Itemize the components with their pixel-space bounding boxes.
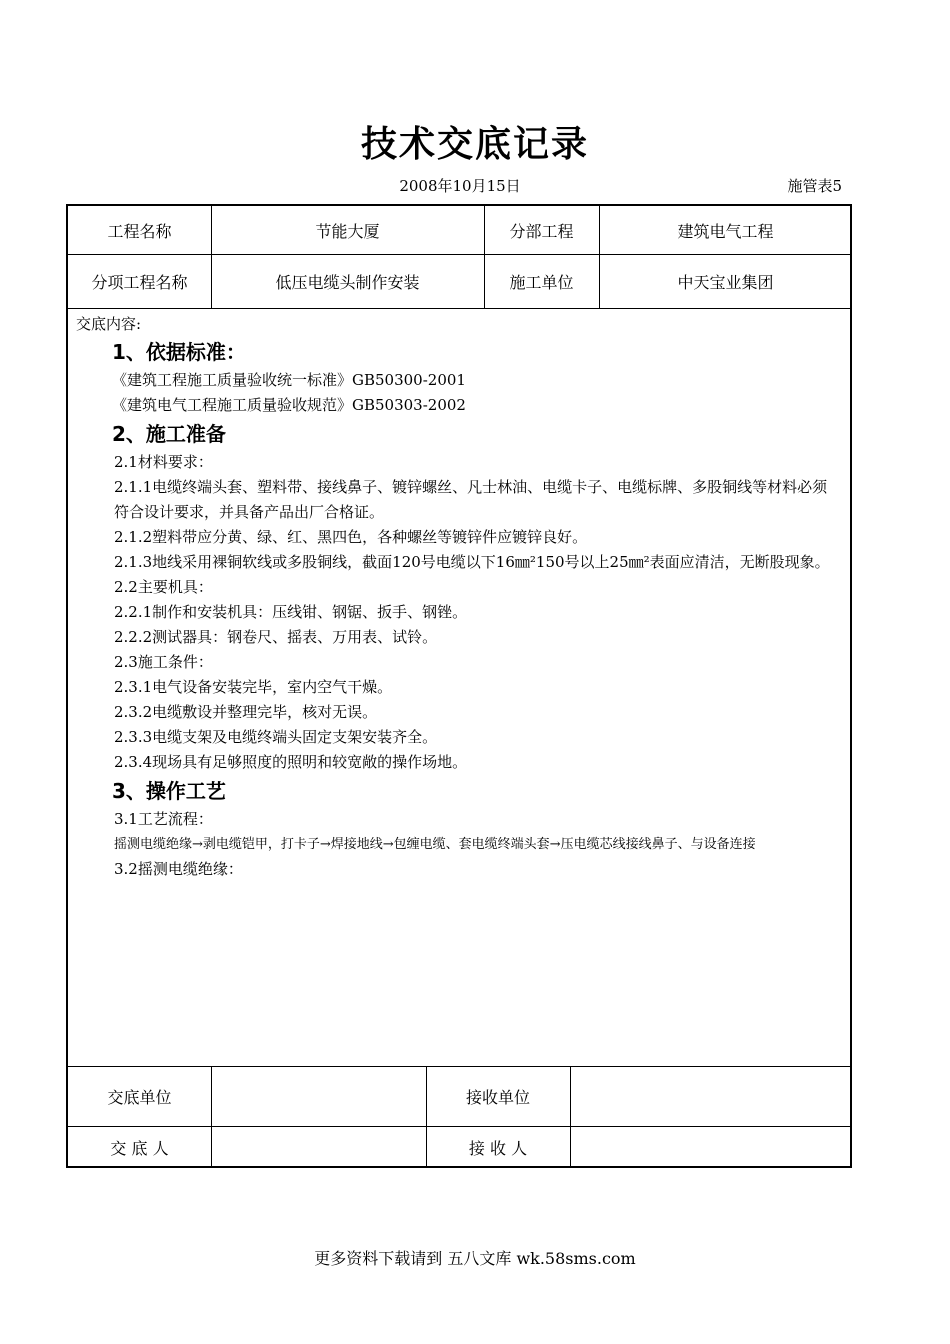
content-line: 2.1.1电缆终端头套、塑料带、接线鼻子、镀锌螺丝、凡士林油、电缆卡子、电缆标牌、多股铜线等材料必须符合设计要求，并具备产品出厂合格证。	[114, 478, 828, 521]
content-line: 3.2摇测电缆绝缘：	[114, 860, 243, 878]
section-title: 1、依据标准：	[112, 340, 246, 364]
footer-note: 更多资料下载请到 五八文库 wk.58sms.com	[314, 1249, 636, 1268]
content-line: 2.3.1电气设备安装完毕，室内空气干燥。	[114, 678, 393, 696]
content-line: 2.3.4现场具有足够照度的照明和较宽敞的操作场地。	[114, 753, 468, 771]
project-name-label: 工程名称	[107, 221, 172, 241]
division-value: 建筑电气工程	[677, 221, 774, 241]
project-name-value: 节能大厦	[315, 221, 380, 241]
briefing-content	[76, 312, 842, 882]
content-line: 2.3施工条件：	[114, 653, 213, 671]
document-date: 2008年10月15日	[399, 177, 521, 195]
contractor-label: 施工单位	[509, 272, 574, 292]
process-flow: 摇测电缆绝缘→剥电缆铠甲，打卡子→焊接地线→包缠电缆、套电缆终端头套→压电缆芯线接线鼻子、与设备连接	[114, 837, 756, 852]
subitem-name-value: 低压电缆头制作安装	[275, 272, 420, 292]
from-person-label: 交 底 人	[110, 1138, 169, 1158]
content-line: 2.3.3电缆支架及电缆终端头固定支架安装齐全。	[114, 728, 438, 746]
content-line: 《建筑电气工程施工质量验收规范》GB50303-2002	[112, 396, 466, 414]
content-label: 交底内容:	[76, 315, 142, 333]
to-unit-label: 接收单位	[465, 1087, 530, 1107]
from-unit-field[interactable]	[211, 1066, 426, 1126]
from-person-field[interactable]	[211, 1126, 426, 1168]
content-line: 2.2.2测试器具：钢卷尺、摇表、万用表、试铃。	[114, 628, 438, 646]
content-line: 《建筑工程施工质量验收统一标准》GB50300-2001	[112, 371, 466, 389]
section-title: 3、操作工艺	[112, 779, 226, 803]
division-label: 分部工程	[509, 221, 574, 241]
form-number: 施管表5	[787, 177, 842, 195]
to-unit-field[interactable]	[570, 1066, 852, 1126]
record-table	[66, 204, 852, 1168]
from-unit-label: 交底单位	[107, 1087, 172, 1107]
subitem-name-label: 分项工程名称	[91, 272, 188, 292]
content-line: 2.1.3地线采用裸铜软线或多股铜线，截面120号电缆以下16㎜²150号以上25㎜²表面应清洁，无断股现象。	[114, 553, 830, 571]
to-person-field[interactable]	[570, 1126, 852, 1168]
contractor-value: 中天宝业集团	[677, 272, 774, 292]
section-title: 2、施工准备	[112, 422, 226, 446]
content-line: 3.1工艺流程：	[114, 810, 213, 828]
content-line: 2.2主要机具：	[114, 578, 213, 596]
document-title: 技术交底记录	[360, 124, 589, 165]
to-person-label: 接 收 人	[468, 1138, 528, 1158]
content-line: 2.1材料要求：	[114, 453, 213, 471]
content-line: 2.2.1制作和安装机具：压线钳、钢锯、扳手、钢锉。	[114, 603, 468, 621]
content-line: 2.3.2电缆敷设并整理完毕，核对无误。	[114, 703, 378, 721]
table-rule	[68, 308, 850, 309]
content-line: 2.1.2塑料带应分黄、绿、红、黑四色，各种螺丝等镀锌件应镀锌良好。	[114, 528, 588, 546]
